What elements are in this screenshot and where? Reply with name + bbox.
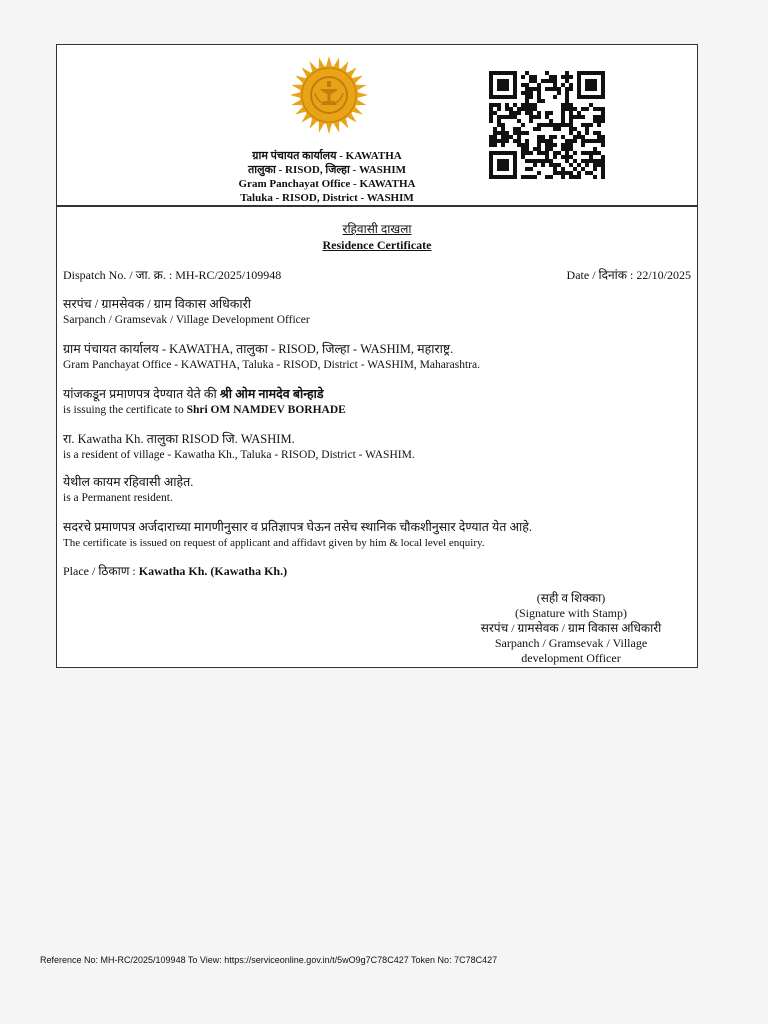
issuing-en-prefix: is issuing the certificate to — [63, 404, 187, 416]
place-label: Place / ठिकाण : — [63, 564, 139, 578]
signatory-mr: सरपंच / ग्रामसेवक / ग्राम विकास अधिकारी — [480, 621, 662, 635]
place-line — [63, 563, 287, 579]
office-header-mr-2: तालुका - RISOD, जिल्हा - WASHIM — [247, 164, 407, 176]
office-header-en-1: Gram Panchayat Office - KAWATHA — [238, 178, 416, 190]
signature-block — [461, 591, 681, 666]
issuing-block — [63, 386, 346, 418]
title-marathi: रहिवासी दाखला — [342, 222, 412, 236]
officer-mr: सरपंच / ग्रामसेवक / ग्राम विकास अधिकारी — [63, 297, 251, 311]
resident-mr: रा. Kawatha Kh. तालुका RISOD जि. WASHIM. — [63, 432, 295, 446]
office-header-lines — [207, 149, 447, 205]
permanent-mr: येथील कायम रहिवासी आहेत. — [63, 475, 194, 489]
dispatch-number: Dispatch No. / जा. क्र. : MH-RC/2025/109948 — [63, 268, 282, 282]
office-mr: ग्राम पंचायत कार्यालय - KAWATHA, तालुका - RISOD, जिल्हा - WASHIM, महाराष्ट्र. — [63, 342, 454, 356]
issued-en: The certificate is issued on request of applicant and affidavt given by him & local level enquiry. — [63, 537, 485, 549]
permanent-en: is a Permanent resident. — [63, 492, 173, 504]
title-english: Residence Certificate — [322, 238, 432, 252]
office-block — [63, 341, 480, 373]
signatory-en-1: Sarpanch / Gramsevak / Village — [494, 636, 648, 650]
signatory-en-2: development Officer — [521, 651, 621, 665]
office-header-mr-1: ग्राम पंचायत कार्यालय - KAWATHA — [252, 150, 402, 162]
issued-block — [63, 519, 532, 551]
reference-footer: Reference No: MH-RC/2025/109948 To View: https://serviceonline.gov.in/t/5wO9g7C78C427 Token No: 7C78C427 — [40, 955, 498, 965]
applicant-name-mr: श्री ओम नामदेव बोन्हाडे — [219, 387, 324, 401]
certificate-header — [57, 45, 697, 207]
office-header-en-2: Taluka - RISOD, District - WASHIM — [240, 192, 414, 204]
officer-block — [63, 296, 310, 328]
signature-en: (Signature with Stamp) — [515, 606, 627, 620]
officer-en: Sarpanch / Gramsevak / Village Development Officer — [63, 314, 310, 326]
office-en: Gram Panchayat Office - KAWATHA, Taluka - RISOD, District - WASHIM, Maharashtra. — [63, 359, 480, 371]
permanent-block — [63, 474, 193, 506]
issuing-mr-prefix: यांजकडून प्रमाणपत्र देण्यात येते की — [63, 387, 220, 401]
signature-mr: (सही व शिक्का) — [536, 591, 606, 605]
resident-block — [63, 431, 415, 463]
applicant-name-en: Shri OM NAMDEV BORHADE — [186, 404, 346, 416]
issued-mr: सदरचे प्रमाणपत्र अर्जदाराच्या मागणीनुसार व प्रतिज्ञापत्र घेऊन तसेच स्थानिक चौकशीनुसार देण्यात येत आहे. — [63, 520, 533, 534]
certificate-title — [57, 221, 697, 253]
maharashtra-emblem-icon — [289, 55, 369, 135]
qr-code-icon[interactable] — [489, 71, 605, 179]
issue-date: Date / दिनांक : 22/10/2025 — [566, 268, 691, 282]
certificate-body — [57, 207, 697, 253]
certificate-frame — [56, 44, 698, 668]
resident-en: is a resident of village - Kawatha Kh., Taluka - RISOD, District - WASHIM. — [63, 449, 415, 461]
place-value: Kawatha Kh. (Kawatha Kh.) — [138, 564, 288, 578]
